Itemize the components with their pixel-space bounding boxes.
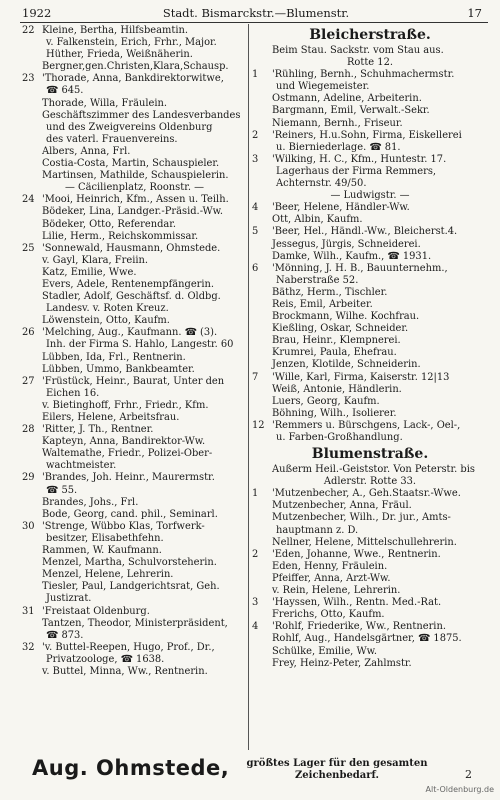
entry-text: Bäthz, Herm., Tischler. [272, 286, 388, 298]
entry-text: Damke, Wilh., Kaufm., ☎ 1931. [272, 250, 432, 262]
entry-text: Bergner,gen.Christen,Klara,Schausp. [42, 61, 229, 73]
directory-entry [22, 73, 247, 85]
right-column [252, 25, 488, 670]
directory-entry [22, 291, 247, 303]
entry-text: v. Buttel, Minna, Ww., Rentnerin. [42, 665, 208, 677]
entry-text: Reis, Emil, Arbeiter. [272, 298, 373, 310]
directory-entry [252, 130, 488, 142]
entry-text: Schülke, Emilie, Ww. [272, 645, 378, 657]
entry-text: Rammen, W. Kaufmann. [42, 545, 162, 557]
directory-entry [252, 573, 488, 585]
footer-page-number: 2 [465, 768, 472, 781]
advertiser-name: Aug. Ohmstede, [32, 756, 230, 780]
directory-entry [252, 311, 488, 323]
directory-entry [252, 178, 488, 190]
entry-text: Ott, Albin, Kaufm. [272, 214, 363, 226]
entry-text: u. Farben-Großhandlung. [276, 432, 403, 443]
directory-entry [22, 122, 247, 134]
house-number: 12 [252, 419, 265, 431]
directory-entry [252, 81, 488, 93]
entry-text: hauptmann z. D. [276, 524, 359, 536]
directory-entry [22, 327, 247, 339]
left-column [22, 25, 247, 678]
directory-entry [22, 666, 247, 678]
entry-text: Evers, Adele, Rentenempfängerin. [42, 278, 215, 290]
directory-entry [22, 376, 247, 388]
entry-text: Frerichs, Otto, Kaufm. [272, 609, 385, 621]
directory-entry [22, 206, 247, 218]
entry-text: Eden, Henny, Fräulein. [272, 560, 388, 572]
entry-text: Kießling, Oskar, Schneider. [272, 323, 409, 335]
entry-text: Lübben, Ida, Frl., Rentnerin. [42, 351, 186, 363]
entry-text: 'Brandes, Joh. Heinr., Maurermstr. [42, 472, 215, 484]
directory-entry [252, 347, 488, 359]
directory-entry [252, 488, 488, 500]
column-divider [248, 24, 249, 750]
entry-text: 'Mooi, Heinrich, Kfm., Assen u. Teilh. [42, 194, 229, 206]
directory-entry [252, 202, 488, 214]
directory-entry [252, 420, 488, 432]
directory-entry [22, 219, 247, 231]
house-number: 27 [22, 375, 35, 387]
entry-text: ☎ 55. [46, 484, 78, 496]
entry-text: Außerm Heil.-Geiststor. Von Peterstr. bis [272, 464, 475, 476]
entry-text: Bödeker, Otto, Referendar. [42, 218, 177, 230]
entry-text: Bode, Georg, cand. phil., Seminarl. [42, 508, 218, 520]
directory-entry [22, 315, 247, 327]
header-year: 1922 [22, 6, 52, 20]
directory-entry [22, 485, 247, 497]
directory-entry [22, 158, 247, 170]
directory-entry [22, 436, 247, 448]
entry-text: Niemann, Bernh., Friseur. [272, 117, 403, 129]
entry-text: — Cäcilienplatz, Roonstr. — [65, 182, 204, 194]
house-number: 7 [252, 371, 259, 383]
house-number: 4 [252, 621, 259, 633]
street-title: Blumenstraße. [311, 446, 429, 463]
entry-text: v. Rein, Helene, Lehrerin. [272, 585, 401, 597]
directory-entry [252, 597, 488, 609]
directory-entry [252, 118, 488, 130]
directory-entry [22, 303, 247, 315]
directory-entry [252, 335, 488, 347]
directory-entry [252, 359, 488, 371]
entry-text: Costia-Costa, Martin, Schauspieler. [42, 158, 220, 170]
entry-text: 'Strenge, Wübbo Klas, Torfwerk- [42, 520, 205, 532]
directory-entry [22, 134, 247, 146]
house-number: 1 [252, 488, 259, 500]
directory-entry [22, 49, 247, 61]
house-number: 32 [22, 641, 35, 653]
directory-entry [252, 251, 488, 263]
entry-text: Katz, Emilie, Wwe. [42, 266, 137, 278]
directory-entry [252, 214, 488, 226]
directory-entry [252, 658, 488, 670]
directory-entry [22, 61, 247, 73]
entry-text: Stadler, Adolf, Geschäftsf. d. Oldbg. [42, 291, 221, 303]
house-number: 31 [22, 605, 35, 617]
entry-text: Pfeiffer, Anna, Arzt-Ww. [272, 572, 391, 584]
directory-entry [252, 396, 488, 408]
directory-entry [22, 521, 247, 533]
directory-entry [252, 166, 488, 178]
directory-entry [22, 654, 247, 666]
entry-text: Eilers, Helene, Arbeitsfrau. [42, 412, 180, 423]
entry-text: Thorade, Willa, Fräulein. [42, 97, 168, 109]
directory-entry [252, 323, 488, 335]
house-number: 24 [22, 194, 35, 206]
entry-text: Tantzen, Theodor, Ministerpräsident, [42, 617, 228, 629]
entry-text: 'Freistaat Oldenburg. [42, 605, 150, 617]
house-number: 5 [252, 226, 259, 238]
directory-entry [252, 45, 488, 57]
directory-entry [22, 460, 247, 472]
ad-line-1: größtes Lager für den gesamten [246, 758, 428, 769]
directory-entry [252, 372, 488, 384]
entry-text: Kapteyn, Anna, Bandirektor-Ww. [42, 436, 206, 448]
entry-text: v. Gayl, Klara, Freiin. [42, 254, 149, 266]
directory-entry [252, 646, 488, 658]
section-note [252, 57, 488, 69]
directory-entry [22, 37, 247, 49]
entry-text: Löwenstein, Otto, Kaufm. [42, 315, 170, 327]
house-number: 2 [252, 548, 259, 560]
directory-entry [22, 497, 247, 509]
house-number: 3 [252, 597, 259, 609]
directory-entry [22, 642, 247, 654]
entry-text: Jessegus, Jürgis, Schneiderei. [272, 238, 421, 250]
entry-text: 'Mönning, J. H. B., Bauunternehm., [272, 262, 448, 274]
directory-entry [22, 388, 247, 400]
directory-entry [22, 25, 247, 37]
directory-entry [22, 424, 247, 436]
directory-entry [252, 299, 488, 311]
directory-entry [22, 569, 247, 581]
directory-entry [22, 85, 247, 97]
entry-text: Kleine, Bertha, Hilfsbeamtin. [42, 25, 189, 36]
entry-text: Albers, Anna, Frl. [42, 145, 131, 157]
section-note [22, 182, 247, 194]
directory-entry [252, 263, 488, 275]
entry-text: Adlerstr. Rotte 33. [323, 476, 417, 488]
directory-entry [252, 69, 488, 81]
directory-entry [22, 364, 247, 376]
entry-text: Eichen 16. [46, 387, 100, 399]
entry-text: Martinsen, Mathilde, Schauspielerin. [42, 170, 229, 182]
directory-entry [252, 500, 488, 512]
entry-text: Lagerhaus der Firma Remmers, [276, 165, 437, 177]
directory-entry [22, 243, 247, 255]
section-note [252, 476, 488, 488]
directory-entry [252, 633, 488, 645]
directory-entry [22, 412, 247, 424]
entry-text: 'Thorade, Anna, Bankdirektorwitwe, [42, 73, 224, 85]
entry-text: Bargmann, Emil, Verwalt.-Sekr. [272, 105, 430, 117]
directory-entry [22, 146, 247, 158]
directory-entry [22, 557, 247, 569]
directory-entry [252, 239, 488, 251]
entry-text: Hüther, Frieda, Weißnäherin. [46, 49, 193, 61]
ad-line-2: Zeichenbedarf. [295, 770, 379, 781]
entry-text: Luers, Georg, Kaufm. [272, 395, 380, 407]
house-number: 2 [252, 129, 259, 141]
house-number: 6 [252, 262, 259, 274]
directory-entry [252, 142, 488, 154]
entry-text: 'Melching, Aug., Kaufmann. ☎ (3). [42, 327, 218, 339]
entry-text: 'Früstück, Heinr., Baurat, Unter den [42, 375, 225, 387]
house-number: 30 [22, 520, 35, 532]
entry-text: Tiesler, Paul, Landgerichtsrat, Geh. [42, 581, 220, 593]
entry-text: 'Beer, Hel., Händl.-Ww., Bleicherst.4. [272, 226, 458, 238]
house-number: 28 [22, 424, 35, 436]
entry-text: Rohlf, Aug., Handelsgärtner, ☎ 1875. [272, 633, 462, 645]
watermark: Alt-Oldenburg.de [425, 785, 494, 794]
entry-text: Naberstraße 52. [276, 274, 359, 286]
directory-entry [252, 275, 488, 287]
directory-entry [22, 618, 247, 630]
directory-entry [22, 630, 247, 642]
entry-text: und Wiegemeister. [276, 81, 370, 93]
directory-entry [22, 545, 247, 557]
entry-text: Geschäftszimmer des Landesverbandes [42, 109, 241, 121]
directory-entry [252, 585, 488, 597]
directory-entry [252, 621, 488, 633]
entry-text: Weiß, Antonie, Händlerin. [272, 383, 402, 395]
directory-entry [252, 549, 488, 561]
entry-text: Jenzen, Klotilde, Schneiderin. [272, 359, 421, 371]
entry-text: Mutzenbecher, Wilh., Dr. jur., Amts- [272, 512, 451, 524]
entry-text: ☎ 645. [46, 85, 84, 97]
entry-text: Rotte 12. [346, 57, 393, 69]
entry-text: und des Zweigvereins Oldenburg [46, 121, 213, 133]
entry-text: besitzer, Elisabethfehn. [46, 532, 164, 544]
directory-entry [22, 170, 247, 182]
entry-text: Krumrei, Paula, Ehefrau. [272, 347, 397, 359]
house-number: 29 [22, 472, 35, 484]
directory-entry [22, 533, 247, 545]
entry-text: 'v. Buttel-Reepen, Hugo, Prof., Dr., [42, 641, 215, 653]
header-page-number: 17 [467, 6, 482, 20]
house-number: 23 [22, 73, 35, 85]
directory-entry [252, 561, 488, 573]
section-note [252, 190, 488, 202]
entry-text: 'Reiners, H.u.Sohn, Firma, Eiskellerei [272, 129, 462, 141]
entry-text: 'Rühling, Bernh., Schuhmachermstr. [272, 69, 455, 81]
entry-text: 'Ritter, J. Th., Rentner. [42, 424, 154, 436]
house-number: 3 [252, 153, 259, 165]
directory-entry [22, 110, 247, 122]
entry-text: u. Bierniederlage. ☎ 81. [276, 141, 401, 153]
directory-entry [252, 432, 488, 444]
directory-entry [22, 581, 247, 593]
directory-entry [22, 339, 247, 351]
entry-text: Justizrat. [46, 593, 92, 605]
entry-text: v. Bietinghoff, Frhr., Friedr., Kfm. [42, 399, 209, 411]
entry-text: des vaterl. Frauenvereins. [46, 133, 178, 145]
directory-entry [22, 448, 247, 460]
directory-entry [22, 231, 247, 243]
directory-entry [22, 98, 247, 110]
entry-text: wachtmeister. [46, 460, 117, 472]
entry-text: 'Wilking, H. C., Kfm., Huntestr. 17. [272, 153, 447, 165]
entry-text: 'Hayssen, Wilh., Rentn. Med.-Rat. [272, 597, 442, 609]
directory-entry [22, 472, 247, 484]
advertisement [32, 756, 472, 784]
entry-text: Nellner, Helene, Mittelschullehrerin. [272, 536, 457, 548]
directory-entry [252, 105, 488, 117]
directory-entry [252, 226, 488, 238]
house-number: 26 [22, 327, 35, 339]
directory-entry [22, 194, 247, 206]
directory-entry [252, 537, 488, 549]
directory-entry [252, 93, 488, 105]
directory-entry [252, 525, 488, 537]
entry-text: Landesv. v. Roten Kreuz. [46, 303, 169, 315]
page-header [22, 6, 490, 22]
entry-text: 'Beer, Helene, Händler-Ww. [272, 202, 410, 214]
directory-entry [22, 352, 247, 364]
entry-text: 'Mutzenbecher, A., Geh.Staatsr.-Wwe. [272, 488, 461, 500]
house-number: 25 [22, 242, 35, 254]
street-title: Bleicherstraße. [309, 27, 431, 43]
entry-text: Privatzoologe, ☎ 1638. [46, 653, 165, 665]
entry-text: Inh. der Firma S. Hahlo, Langestr. 60 [46, 339, 234, 351]
directory-entry [22, 593, 247, 605]
directory-entry [22, 509, 247, 521]
entry-text: 'Rohlf, Friederike, Ww., Rentnerin. [272, 621, 446, 633]
directory-entry [252, 512, 488, 524]
entry-text: — Ludwigstr. — [330, 190, 410, 202]
entry-text: Brau, Heinr., Klempnerei. [272, 335, 401, 347]
entry-text: 'Remmers u. Bürschgens, Lack-, Oel-, [272, 419, 461, 431]
entry-text: Mutzenbecher, Anna, Fräul. [272, 500, 412, 512]
ad-text [212, 758, 462, 782]
entry-text: ☎ 873. [46, 629, 84, 641]
entry-text: Bödeker, Lina, Landger.-Präsid.-Ww. [42, 206, 224, 218]
entry-text: Lübben, Ummo, Bankbeamter. [42, 363, 195, 375]
entry-text: Brandes, Johs., Frl. [42, 496, 139, 508]
directory-entry [22, 400, 247, 412]
entry-text: Lilie, Herm., Reichskommissar. [42, 230, 199, 242]
directory-entry [22, 267, 247, 279]
entry-text: Menzel, Helene, Lehrerin. [42, 569, 174, 581]
entry-text: Frey, Heinz-Peter, Zahlmstr. [272, 657, 412, 669]
directory-entry [22, 279, 247, 291]
entry-text: v. Falkenstein, Erich, Frhr., Major. [46, 37, 217, 49]
house-number: 4 [252, 202, 259, 214]
entry-text: Achternstr. 49/50. [276, 178, 367, 190]
entry-text: Beim Stau. Sackstr. vom Stau aus. [272, 45, 444, 56]
directory-entry [252, 154, 488, 166]
entry-text: Waltemathe, Friedr., Polizei-Ober- [42, 448, 213, 460]
entry-text: 'Sonnewald, Hausmann, Ohmstede. [42, 242, 221, 254]
house-number: 22 [22, 25, 35, 36]
header-rule [20, 22, 488, 23]
entry-text: Brockmann, Wilhe. Kochfrau. [272, 311, 420, 323]
directory-entry [22, 606, 247, 618]
directory-entry [252, 384, 488, 396]
entry-text: 'Eden, Johanne, Wwe., Rentnerin. [272, 548, 441, 560]
house-number: 1 [252, 69, 259, 81]
header-title: Stadt. Bismarckstr.—Blumenstr. [162, 6, 350, 20]
directory-entry [22, 255, 247, 267]
entry-text: Östmann, Adeline, Arbeiterin. [272, 93, 422, 105]
entry-text: Böhning, Wilh., Isolierer. [272, 407, 397, 419]
directory-entry [252, 287, 488, 299]
entry-text: 'Wille, Karl, Firma, Kaiserstr. 12|13 [272, 371, 450, 383]
entry-text: Menzel, Martha, Schulvorsteherin. [42, 557, 217, 569]
directory-entry [252, 408, 488, 420]
directory-entry [252, 464, 488, 476]
directory-entry [252, 609, 488, 621]
